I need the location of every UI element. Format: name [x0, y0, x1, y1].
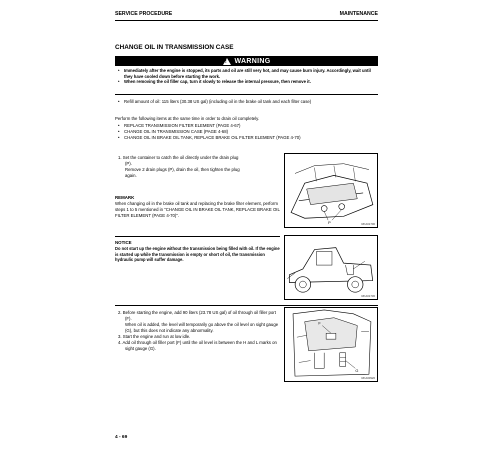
- refill-amount: [118, 99, 376, 105]
- related-procedure-item: • CHANGE OIL IN BRAKE OIL TANK, REPLACE BRAKE OIL FILTER ELEMENT (PAGE 4-70): [118, 135, 376, 141]
- header-section-left: SERVICE PROCEDURE: [115, 11, 173, 17]
- remark-text: When changing oil in the brake oil tank and replacing the brake filter element, perform steps 1 to 5 mentioned in "CHANGE OIL IN BRAKE OIL TANK, REPLACE BRAKE OIL FILTER ELEMENT (PAGE 4-70)".: [115, 201, 280, 218]
- refill-text: Refill amount of oil: 115 liters (30.38 US gal) (including oil in the brake oil tank and each filter case): [124, 99, 312, 104]
- figure-oil-filler: [284, 307, 378, 382]
- step-1-line: (P).: [125, 161, 132, 166]
- step-2: 2. Before starting the engine, add 90 liters (23.78 US gal) of oil through oil filler port (F).: [118, 310, 276, 321]
- step-1-line: again.: [125, 173, 137, 178]
- fig1-label-p: P: [328, 220, 331, 226]
- warning-triangle-icon: [223, 58, 231, 65]
- section-title: CHANGE OIL IN TRANSMISSION CASE: [115, 44, 234, 51]
- fig1-code: RKA01700: [361, 222, 375, 226]
- page-number: 4 - 69: [115, 435, 128, 440]
- step-4: 4. Add oil through oil filler port (F) until the oil level is between the H and L marks on sight gauge (G).: [118, 340, 277, 351]
- intro-text: Perform the following items at the same time in order to drain oil completely.: [115, 116, 260, 121]
- warning-list: [118, 68, 376, 85]
- header-rule: [115, 20, 378, 21]
- step-1-line: Remove 2 drain plugs (P), drain the oil, then tighten the plug: [125, 167, 240, 172]
- remark-title: REMARK: [115, 195, 135, 200]
- warning-banner: [115, 56, 378, 66]
- machine-overview-illustration: [285, 236, 377, 299]
- divider: [115, 305, 378, 306]
- fig3-code: RKA00920: [361, 376, 375, 380]
- divider: [115, 94, 378, 95]
- fig3-label-g: G: [355, 368, 359, 374]
- figure-machine-overview: [284, 235, 378, 300]
- step-2-note: When oil is added, the level will temporarily go above the oil level on sight gauge (G), but this does not indicate any abnormality.: [125, 322, 279, 333]
- steps-2-to-4: [118, 310, 280, 352]
- related-procedures-list: [118, 123, 376, 140]
- warning-item: • Immediately after the engine is stopped, its parts and oil are still very hot, and may cause burn injury. Accordingly, wait until they have cooled down before starting the work.: [118, 68, 376, 79]
- drain-plug-illustration: [285, 154, 377, 227]
- notice-text: Do not start up the engine without the transmission being filled with oil. If the engine is started up while the transmission is empty or short of oil, the transmission hydraulic pump will suffer damage.: [115, 246, 280, 263]
- figure-drain-plug: [284, 153, 378, 228]
- warning-item: • When removing the oil filler cap, turn it slowly to release the internal pressure, then remove it.: [118, 79, 376, 85]
- related-procedure-item: • REPLACE TRANSMISSION FILTER ELEMENT (PAGE 4-67): [118, 123, 376, 129]
- warning-label: WARNING: [234, 57, 271, 65]
- oil-filler-illustration: [285, 308, 377, 381]
- fig2-code: RKA01730: [361, 294, 375, 298]
- notice-box: [115, 236, 280, 263]
- step-1: [118, 155, 278, 179]
- step-1-line: 1. Set the container to catch the oil directly under the drain plug: [118, 155, 239, 160]
- related-procedure-item: • CHANGE OIL IN TRANSMISSION CASE (PAGE 4-68): [118, 129, 376, 135]
- notice-title: NOTICE: [115, 240, 132, 245]
- header-section-right: MAINTENANCE: [339, 11, 378, 17]
- step-3: 3. Start the engine and run at low idle.: [118, 334, 191, 339]
- fig3-label-f: F: [318, 320, 321, 326]
